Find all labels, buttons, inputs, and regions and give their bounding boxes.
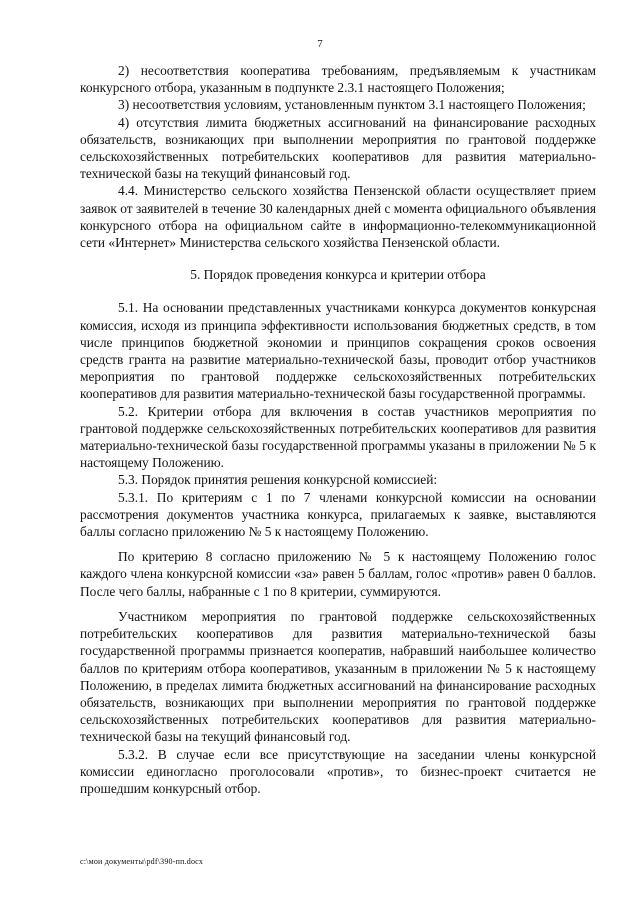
document-body <box>80 62 596 797</box>
paragraph-item-4: 4) отсутствия лимита бюджетных ассигнований на финансирование расходных обязательств, возникающих при выполнении мероприятия по грантовой поддержке сельскохозяйственных потребительских кооперативов для развития материально-технической базы на текущий финансовый год. <box>80 114 596 182</box>
page-number: 7 <box>317 38 323 50</box>
paragraph-5-3-2: 5.3.2. В случае если все присутствующие на заседании члены конкурсной комиссии единогласно проголосовали «против», то бизнес-проект считается не прошедшим конкурсный отбор. <box>80 746 596 796</box>
paragraph-5-2: 5.2. Критерии отбора для включения в состав участников мероприятия по грантовой поддержке сельскохозяйственных потребительских кооперативов для развития материально-технической базы государственной программы указаны в приложении № 5 к настоящему Положению. <box>80 403 596 471</box>
paragraph-item-2: 2) несоответствия кооператива требованиям, предъявляемым к участникам конкурсного отбора, указанным в подпункте 2.3.1 настоящего Положения; <box>80 63 596 96</box>
paragraph-4-4: 4.4. Министерство сельского хозяйства Пензенской области осуществляет прием заявок от заявителей в течение 30 календарных дней с момента официального объявления конкурсного отбора на официальном сайте в информационно-телекоммуникационной сети «Интернет» Министерства сельского хозяйства Пензенской области. <box>80 183 596 251</box>
footer-file-path: c:\мои документы\pdf\390-пп.docx <box>80 857 204 866</box>
paragraph-5-1: 5.1. На основании представленных участниками конкурса документов конкурсная комиссия, исходя из принципа эффективности использования бюджетных средств, в том числе принципов бюджетной экономии и принципов сокращения сроков освоения средств гранта на развитие материально-технической базы, проводит отбор участников мероприятия по грантовой поддержке сельскохозяйственных потребительских кооперативов для развития материально-технической базы государственной программы. <box>80 300 596 402</box>
paragraph-5-3-1: 5.3.1. По критериям с 1 по 7 членами конкурсной комиссии на основании рассмотрения документов участника конкурса, прилагаемых к заявке, выставляются баллы согласно приложению № 5 к настоящему Положению. <box>80 489 596 540</box>
paragraph-item-3: 3) несоответствия условиям, установленным пунктом 3.1 настоящего Положения; <box>118 97 586 113</box>
paragraph-criterion-8: По критерию 8 согласно приложению № 5 к настоящему Положению голос каждого члена конкурсной комиссии «за» равен 5 баллам, голос «против» равен 0 баллов. После чего баллы, набранные с 1 по 8 критерии, суммируются. <box>80 549 596 599</box>
paragraph-5-3: 5.3. Порядок принятия решения конкурсной комиссией: <box>118 472 438 488</box>
paragraph-participant-definition: Участником мероприятия по грантовой поддержке сельскохозяйственных потребительских кооперативов для развития материально-технической базы государственной программы признается кооператив, набравший наибольшее количество баллов по критериям отбора кооперативов, указанным в приложении № 5 к настоящему Положению, в пределах лимита бюджетных ассигнований на финансирование расходных обязательств, возникающих при выполнении мероприятия по грантовой поддержке сельскохозяйственных потребительских кооперативов для развития материально-технической базы на текущий финансовый год. <box>80 608 596 745</box>
section-heading: 5. Порядок проведения конкурса и критерии отбора <box>190 267 486 283</box>
